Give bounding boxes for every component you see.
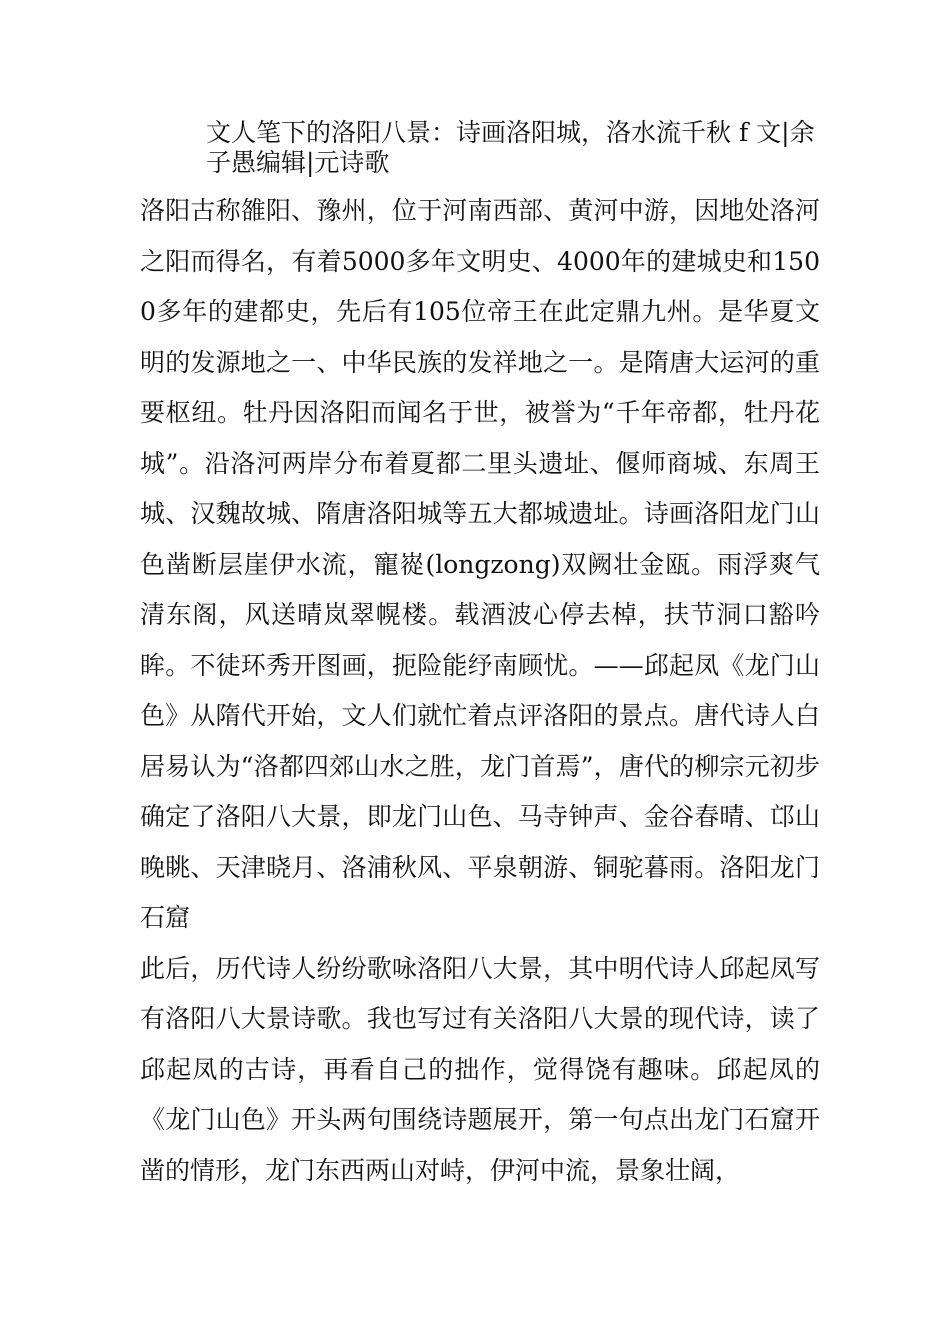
document-title: 文人笔下的洛阳八景：诗画洛阳城，洛水流千秋 f 文|余子愚编辑|元诗歌 (206, 118, 815, 177)
paragraph-1: 洛阳古称雒阳、豫州，位于河南西部、黄河中游，因地处洛河之阳而得名，有着5000多年文明史、4000年的建城史和1500多年的建都史，先后有105位帝王在此定鼎九州。是华夏文明的发源地之一、中华民族的发祥地之一。是隋唐大运河的重要枢纽。牡丹因洛阳而闻名于世，被誉为“千年帝都，牡丹花城”。沿洛河两岸分布着夏都二里头遗址、偃师商城、东周王城、汉魏故城、隋唐洛阳城等五大都城遗址。诗画洛阳龙门山色凿断层崖伊水流，寵嵸(longzong)双阙壮金瓯。雨浮爽气清东阁，风送晴岚翠幌楼。载酒波心停去棹，扶节洞口豁吟眸。不徒环秀开图画，扼险能纾南顾忧。——邱起凤《龙门山色》从隋代开始，文人们就忙着点评洛阳的景点。唐代诗人白居易认为“洛都四郊山水之胜，龙门首焉”，唐代的柳宗元初步确定了洛阳八大景，即龙门山色、马寺钟声、金谷春晴、邙山晚眺、天津晓月、洛浦秋风、平泉朝游、铜驼暮雨。洛阳龙门石窟 (140, 196, 820, 932)
paragraph-2: 此后，历代诗人纷纷歌咏洛阳八大景，其中明代诗人邱起凤写有洛阳八大景诗歌。我也写过有关洛阳八大景的现代诗，读了邱起凤的古诗，再看自己的拙作，觉得饶有趣味。邱起凤的《龙门山色》开头两句围绕诗题展开，第一句点出龙门石窟开凿的情形，龙门东西两山对峙，伊河中流，景象壮阔， (140, 953, 820, 1185)
document-body (140, 186, 820, 1196)
